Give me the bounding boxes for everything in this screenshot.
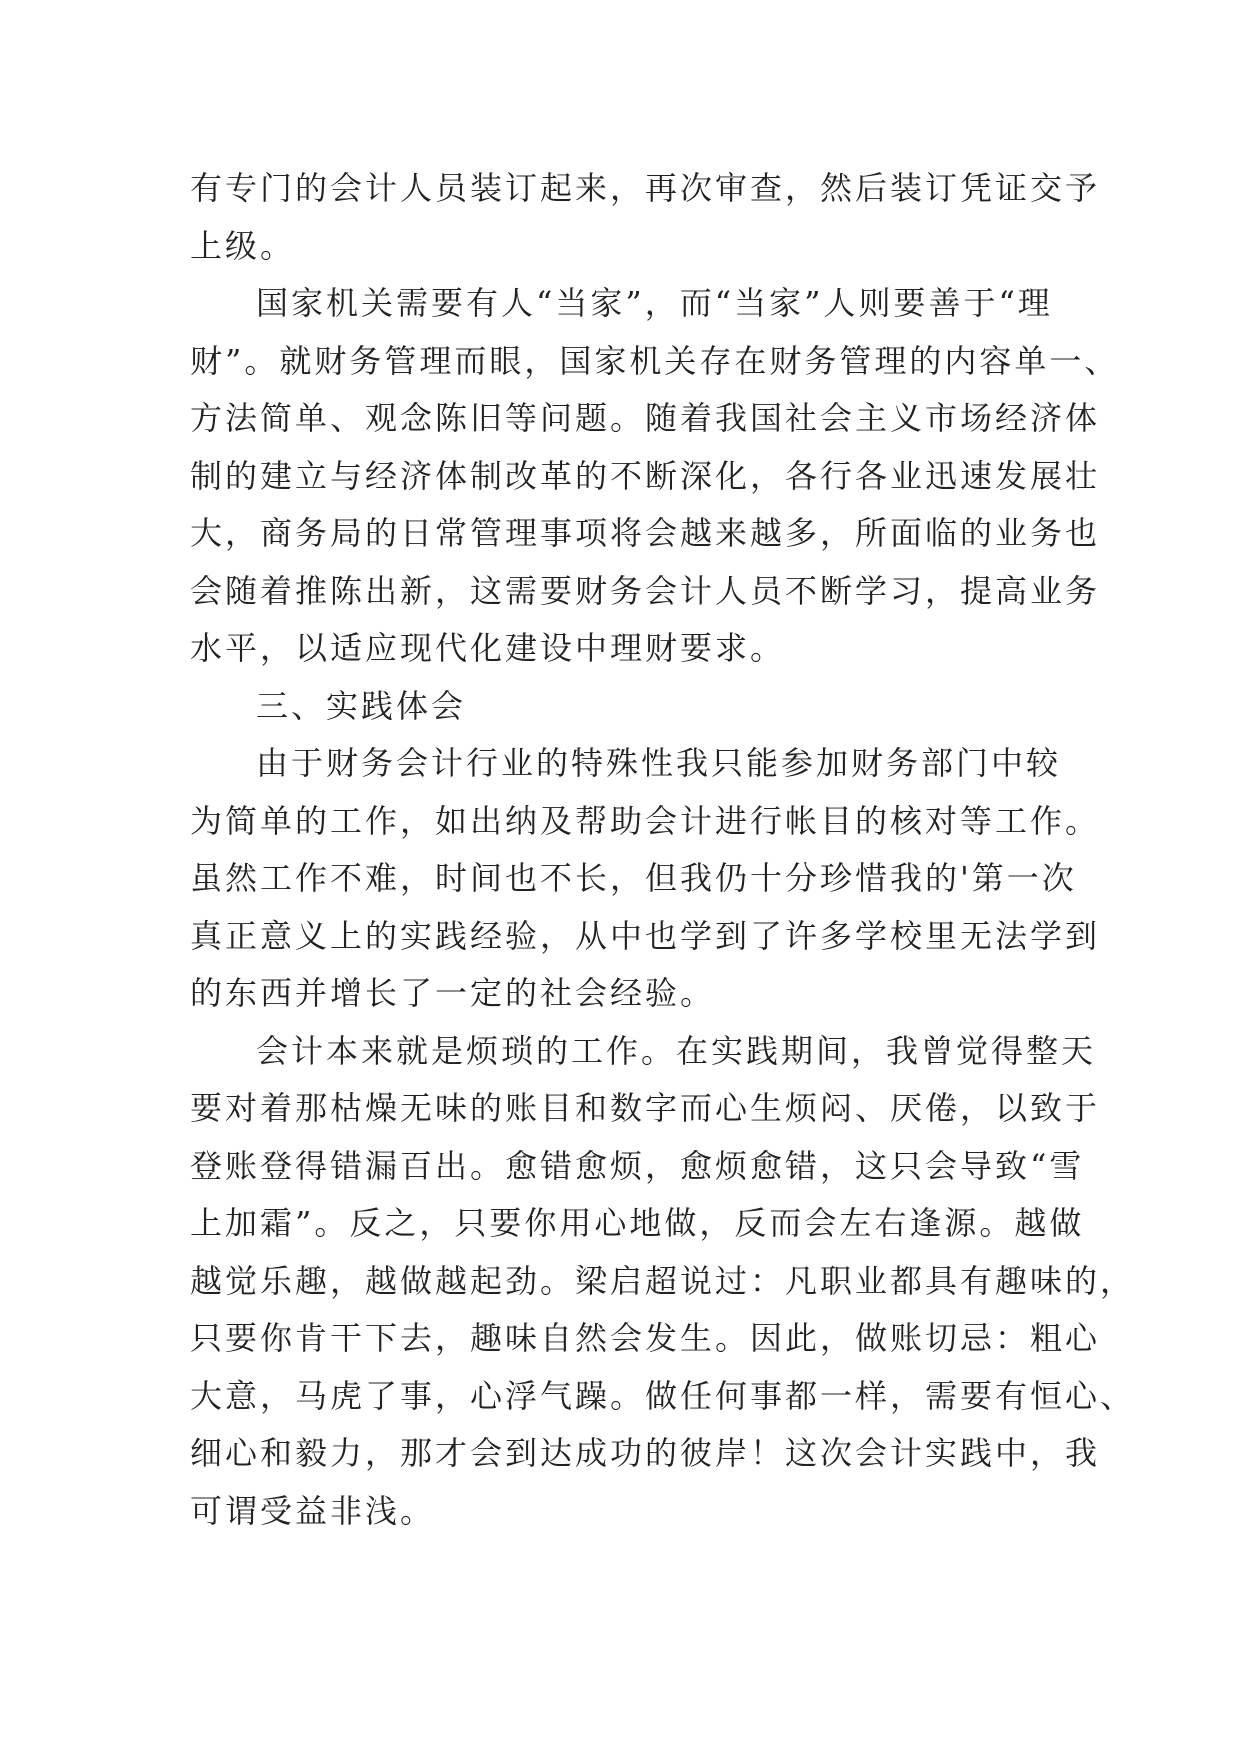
text-line: 只要你肯干下去，趣味自然会发生。因此，做账切忌：粗心: [190, 1319, 1101, 1357]
text-line: 为简单的工作，如出纳及帮助会计进行帐目的核对等工作。: [190, 801, 1101, 840]
text-line: 越觉乐趣，越做越起劲。梁启超说过：凡职业都具有趣味的，: [190, 1261, 1136, 1300]
section-heading: 三、实践体会: [256, 686, 467, 725]
text-line: 的东西并增长了一定的社会经验。: [190, 974, 716, 1012]
text-line: 制的建立与经济体制改革的不断深化，各行各业迅速发展壮: [190, 456, 1101, 495]
text-line: 水平，以适应现代化建设中理财要求。: [190, 629, 786, 667]
text-line: 上加霜”。反之，只要你用心地做，反而会左右逢源。越做: [190, 1204, 1085, 1242]
text-line: 可谓受益非浅。: [190, 1491, 436, 1530]
paragraph-start-line: 国家机关需要有人“当家”，而“当家”人则要善于“理: [256, 284, 1053, 322]
text-line: 细心和毅力，那才会到达成功的彼岸！这次会计实践中，我: [190, 1434, 1101, 1472]
body-text: [190, 160, 1136, 1540]
text-line: 会随着推陈出新，这需要财务会计人员不断学习，提高业务: [190, 571, 1101, 610]
text-line: 大意，马虎了事，心浮气躁。做任何事都一样，需要有恒心、: [190, 1376, 1136, 1415]
text-line: 大，商务局的日常管理事项将会越来越多，所面临的业务也: [190, 514, 1101, 552]
text-line: 有专门的会计人员装订起来，再次审查，然后装订凭证交予: [190, 169, 1101, 207]
text-line: 登账登得错漏百出。愈错愈烦，愈烦愈错，这只会导致“雪: [190, 1146, 1085, 1185]
text-line: 虽然工作不难，时间也不长，但我仍十分珍惜我的'第一次: [190, 859, 1077, 897]
text-line: 要对着那枯燥无味的账目和数字而心生烦闷、厌倦，以致于: [190, 1089, 1101, 1127]
paragraph-start-line: 会计本来就是烦琐的工作。在实践期间，我曾觉得整天: [256, 1031, 1097, 1070]
text-line: 上级。: [190, 226, 296, 265]
text-line: 方法简单、观念陈旧等问题。随着我国社会主义市场经济体: [190, 399, 1101, 437]
text-line: 财”。就财务管理而眼，国家机关存在财务管理的内容单一、: [190, 341, 1120, 380]
text-line: 真正意义上的实践经验，从中也学到了许多学校里无法学到: [190, 916, 1101, 955]
paragraph-start-line: 由于财务会计行业的特殊性我只能参加财务部门中较: [256, 744, 1062, 782]
